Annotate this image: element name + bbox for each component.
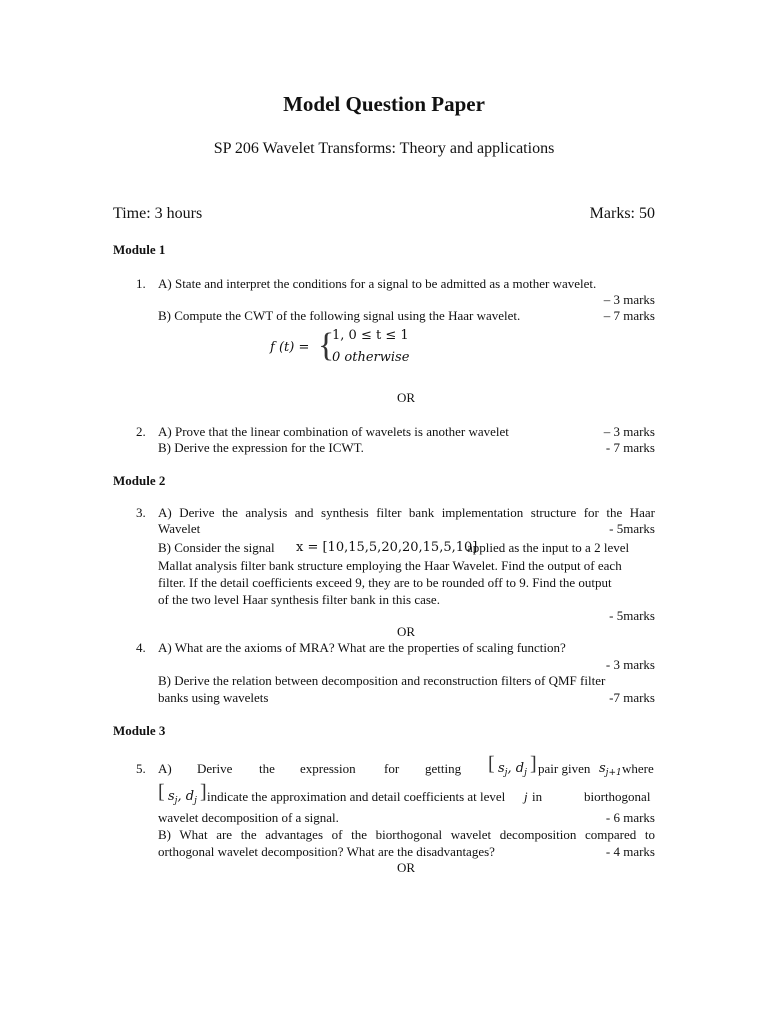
q5-word: A) — [158, 761, 172, 776]
q1-function-lhs: f (t) = — [270, 340, 310, 355]
module-1-heading: Module 1 — [113, 242, 166, 257]
q5-line-3: wavelet decomposition of a signal. — [158, 810, 339, 825]
q1-function-case-1: 1, 0 ≤ t ≤ 1 — [332, 328, 409, 343]
pair-symbol-1 — [498, 761, 527, 778]
q3-signal-vector: x = [10,15,5,20,20,15,5,10] — [296, 540, 478, 555]
q1-part-b: B) Compute the CWT of the following signal using the Haar wavelet. — [158, 308, 521, 323]
pair-open-bracket: [ — [488, 753, 495, 775]
s-symbol: s — [599, 761, 606, 776]
time-label: Time: 3 hours — [113, 205, 203, 222]
subscript-j: j — [524, 768, 527, 778]
q3-part-a-line-2: Wavelet — [158, 521, 201, 536]
pair-close-bracket: ] — [200, 781, 207, 803]
q5-number: 5. — [136, 761, 146, 776]
q3-part-a-marks: - 5marks — [609, 521, 655, 536]
s-symbol: s — [168, 789, 175, 804]
q5-word: Derive — [197, 761, 233, 776]
q3-part-a-line-1: A) Derive the analysis and synthesis filter bank implementation structure for the Haar — [158, 505, 655, 520]
s-j-plus-1-symbol — [599, 761, 622, 778]
q3-number: 3. — [136, 505, 146, 520]
s-symbol: s — [498, 761, 505, 776]
q5-word: the — [259, 761, 275, 776]
q4-part-a-marks: - 3 marks — [605, 657, 655, 672]
or-separator-2: OR — [396, 624, 416, 639]
d-symbol: , d — [507, 761, 525, 776]
q4-part-b-marks: -7 marks — [609, 690, 655, 705]
or-separator-3: OR — [396, 860, 416, 875]
subscript-j: j — [174, 796, 178, 806]
q5-line-2-in: in — [532, 789, 543, 804]
pair-close-bracket: ] — [530, 753, 537, 775]
q3-part-b-line-2: Mallat analysis filter bank structure employing the Haar Wavelet. Find the output of each — [158, 558, 622, 573]
module-3-heading: Module 3 — [113, 723, 166, 738]
q5-line-2-text: indicate the approximation and detail coefficients at level — [207, 789, 506, 804]
q4-number: 4. — [136, 640, 146, 655]
q4-part-b-line-1: B) Derive the relation between decomposition and reconstruction filters of QMF filter — [158, 673, 606, 688]
q1-part-a-marks: – 3 marks — [603, 292, 655, 307]
q2-part-b-marks: - 7 marks — [605, 440, 655, 455]
module-2-heading: Module 2 — [113, 473, 166, 488]
q5-part-b-line-2: orthogonal wavelet decomposition? What are the disadvantages? — [158, 844, 495, 859]
q3-part-b-suffix: applied as the input to a 2 level — [467, 540, 630, 555]
q1-function-case-2: 0 otherwise — [332, 350, 410, 365]
subscript-j: j — [504, 768, 508, 778]
q5-word: getting — [425, 761, 462, 776]
q4-part-a: A) What are the axioms of MRA? What are the properties of scaling function? — [158, 640, 566, 655]
q3-part-b-line-4: of the two level Haar synthesis filter bank in this case. — [158, 592, 440, 607]
piecewise-brace: { — [318, 327, 335, 364]
q5-line-2-end: biorthogonal — [584, 789, 651, 804]
or-separator-1: OR — [396, 390, 416, 405]
subscript-j: j — [194, 796, 197, 806]
marks-label: Marks: 50 — [589, 205, 655, 222]
pair-symbol-2 — [168, 789, 197, 806]
course-subtitle: SP 206 Wavelet Transforms: Theory and applications — [213, 140, 555, 157]
q2-part-a-marks: – 3 marks — [603, 424, 655, 439]
q5-where: where — [622, 761, 654, 776]
q2-part-a: A) Prove that the linear combination of wavelets is another wavelet — [158, 424, 509, 439]
q5-word: expression — [300, 761, 356, 776]
q3-part-b-marks: - 5marks — [609, 608, 655, 623]
q3-part-b-prefix: B) Consider the signal — [158, 540, 275, 555]
q5-part-b-marks: - 4 marks — [605, 844, 655, 859]
q5-part-b-line-1: B) What are the advantages of the biorthogonal wavelet decomposition compared to — [158, 827, 655, 842]
subscript-j-plus-1: j+1 — [605, 768, 622, 778]
q5-word: for — [384, 761, 400, 776]
d-symbol: , d — [177, 789, 195, 804]
q4-part-b-line-2: banks using wavelets — [158, 690, 269, 705]
q5-part-a-marks: - 6 marks — [605, 810, 655, 825]
paper-title: Model Question Paper — [283, 92, 485, 116]
pair-open-bracket: [ — [158, 781, 165, 803]
q1-part-a: A) State and interpret the conditions for a signal to be admitted as a mother wavelet. — [158, 276, 597, 291]
q5-pair-given: pair given — [538, 761, 591, 776]
q1-number: 1. — [136, 276, 146, 291]
q2-number: 2. — [136, 424, 146, 439]
level-j-symbol: j — [524, 789, 528, 804]
q2-part-b: B) Derive the expression for the ICWT. — [158, 440, 364, 455]
q1-part-b-marks: – 7 marks — [603, 308, 655, 323]
q3-part-b-line-3: filter. If the detail coefficients exceed 9, they are to be rounded off to 9. Find the output — [158, 575, 612, 590]
